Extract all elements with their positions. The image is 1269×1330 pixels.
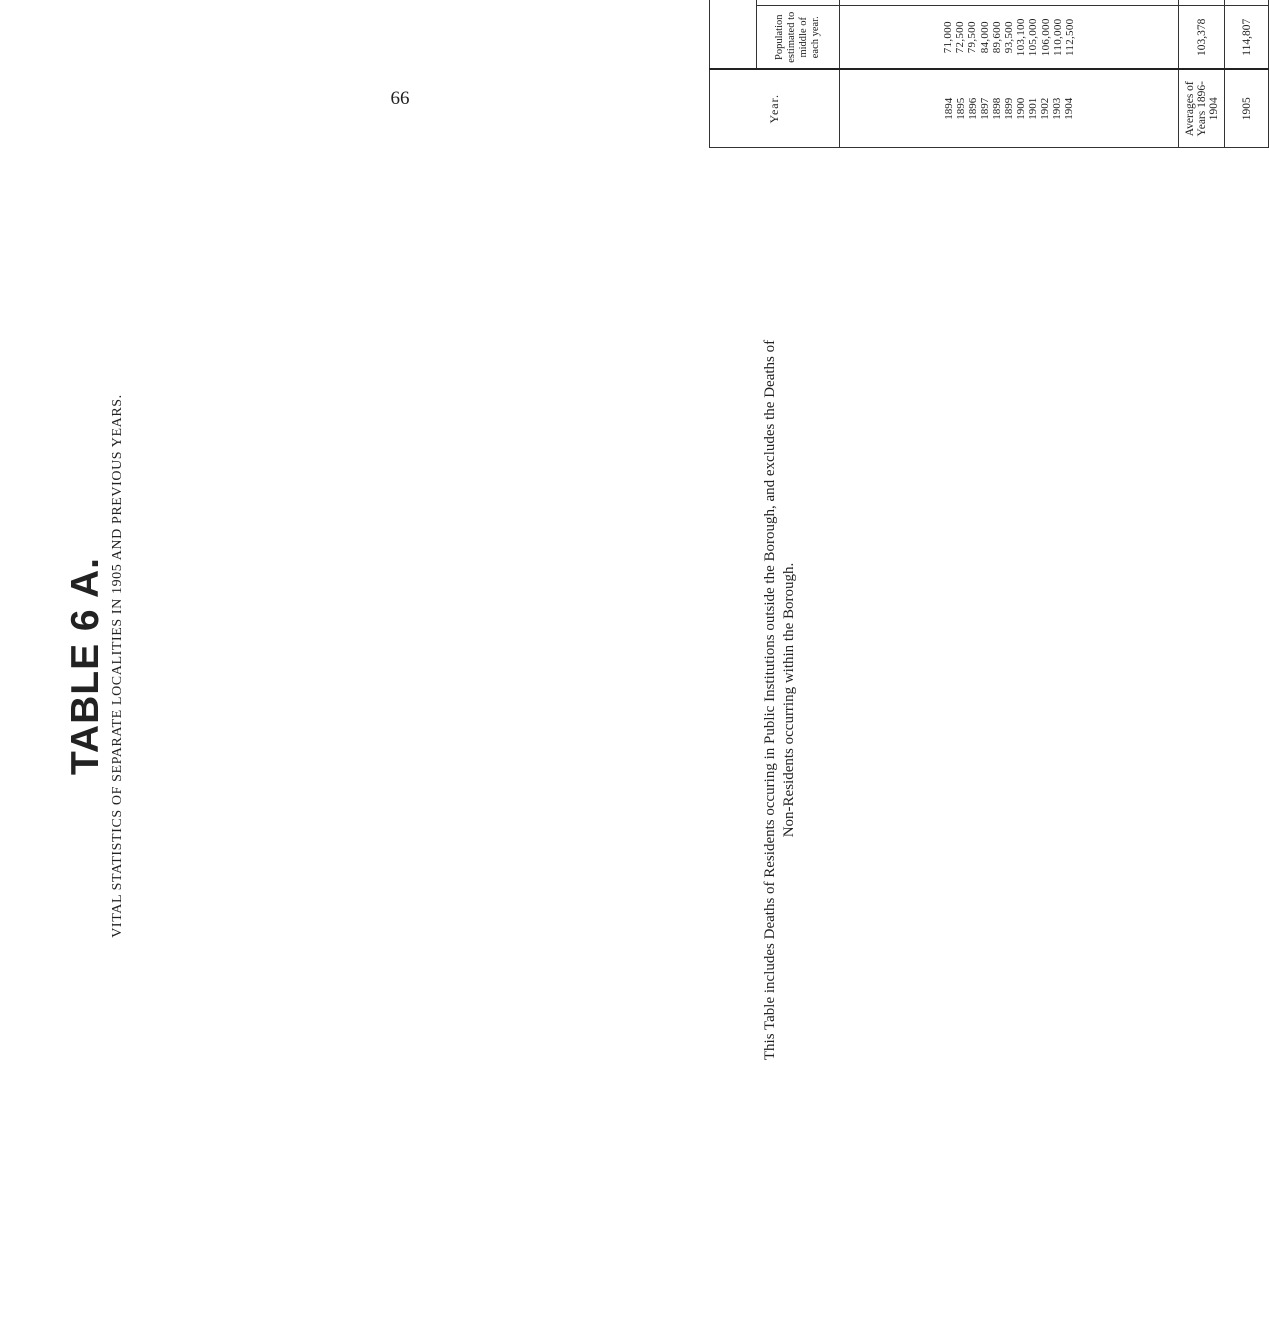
wd-births-1905 — [1225, 0, 1269, 6]
wd-population-1905: 114,807 — [1225, 6, 1269, 70]
averages-label: Averages of Years 1896-1904 — [1179, 70, 1225, 148]
table-title: TABLE 6 A. — [64, 556, 107, 775]
wd-population-values: 71,000 72,500 79,500 84,000 89,600 93,500 103,100 105,000 106,000 110,000 112,500 — [840, 6, 1179, 70]
yearly-rows — [840, 0, 1179, 148]
footnote-rotator — [761, 340, 799, 1060]
table-subtitle: VITAL STATISTICS OF SEPARATE LOCALITIES IN 1905 AND PREVIOUS YEARS. — [110, 393, 125, 938]
year-1905-label: 1905 — [1225, 70, 1269, 148]
locality-header-row — [710, 0, 757, 148]
page-number: 66 — [390, 88, 410, 109]
wd-population-average: 103,378 — [1179, 6, 1225, 70]
table-heading — [64, 98, 125, 1233]
year-column-header: Year. — [710, 70, 840, 148]
table-footnote — [758, 150, 802, 1250]
vital-statistics-table — [709, 0, 1269, 148]
footnote-line-2: Non-Residents occurring within the Borough. — [781, 562, 797, 838]
wd-births-average — [1179, 0, 1225, 6]
footnote-stack — [761, 340, 799, 1060]
averages-row — [1179, 0, 1225, 148]
statistics-table-container — [709, 0, 1269, 148]
wd-births-values — [840, 0, 1179, 6]
footnote-line-1: This Table includes Deaths of Residents occuring in Public Institutions outside the Borough, and excludes the Deaths of — [762, 339, 778, 1061]
year-1905-row — [1225, 0, 1269, 148]
year-list: 1894 1895 1896 1897 1898 1899 1900 1901 1902 1903 1904 — [840, 70, 1179, 148]
wd-population-header: Population estimated to middle of each year. — [757, 6, 840, 70]
heading-rotator — [64, 394, 128, 938]
locality-whole-district — [710, 0, 757, 70]
heading-stack — [64, 394, 128, 938]
wd-births-header — [757, 0, 840, 6]
